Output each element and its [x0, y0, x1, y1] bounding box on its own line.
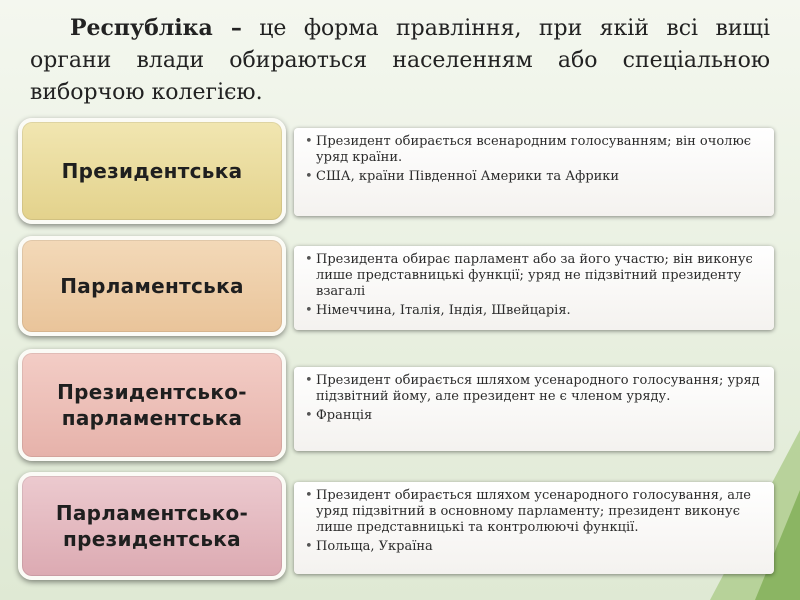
bullet-item: • США, країни Південної Америки та Африки — [316, 169, 766, 185]
row-presidential — [18, 118, 778, 224]
label-line-1: Парламентсько- — [55, 501, 249, 525]
bullet-item: • Польща, Україна — [316, 539, 766, 555]
label-text: Президентська — [61, 159, 243, 183]
bullet-item: • Президента обирає парламент або за його участю; він виконує лише представницькі функції; уряд не підзвітний президенту взагалі — [316, 252, 766, 300]
row-parliamentary — [18, 236, 778, 336]
description-presidential-parliamentary — [294, 367, 774, 451]
label-parliamentary — [18, 236, 286, 336]
label-text: Парламентська — [60, 274, 244, 298]
label-parliamentary-presidential — [18, 472, 286, 580]
intro-definition: це форма правління, при якій всі вищі органи влади обираються населенням або спеціальною виборчою колегією. — [30, 16, 771, 105]
intro-paragraph — [30, 12, 770, 109]
label-presidential — [18, 118, 286, 224]
label-presidential-parliamentary — [18, 349, 286, 461]
description-parliamentary-presidential — [294, 482, 774, 574]
label-line-2: президентська — [63, 527, 241, 551]
label-text — [57, 379, 247, 431]
intro-term: Республіка – — [70, 15, 242, 41]
bullet-item: • Президент обирається шляхом усенародного голосування; уряд підзвітний йому, але президент не є членом уряду. — [316, 373, 766, 405]
bullet-item: • Німеччина, Італія, Індія, Швейцарія. — [316, 303, 766, 319]
description-presidential — [294, 128, 774, 216]
bullet-item: • Президент обирається всенародним голосуванням; він очолює уряд країни. — [316, 134, 766, 166]
label-line-1: Президентсько- — [57, 380, 247, 404]
row-presidential-parliamentary — [18, 349, 778, 461]
bullet-item: • Президент обирається шляхом усенародного голосування, але уряд підзвітний в основному парламенту; президент виконує лише представницькі та контролюючі функції. — [316, 488, 766, 536]
label-text — [56, 500, 248, 552]
bullet-item: • Франція — [316, 408, 766, 424]
row-parliamentary-presidential — [18, 472, 778, 580]
description-parliamentary — [294, 246, 774, 330]
label-line-2: парламентська — [61, 406, 243, 430]
